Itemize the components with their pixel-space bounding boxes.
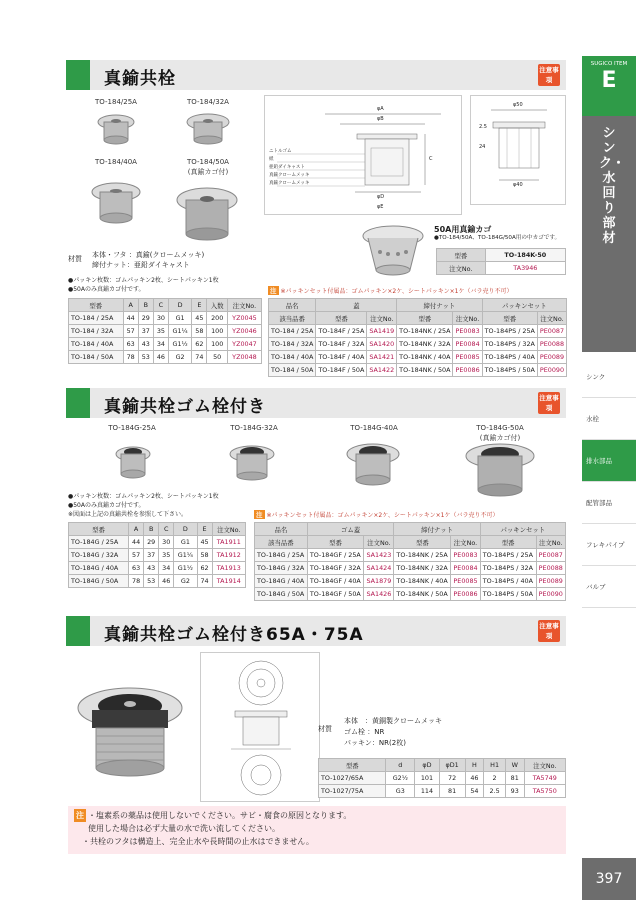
part-cell: TO-184GF / 50A bbox=[307, 588, 364, 601]
spec-cell: 200 bbox=[207, 312, 227, 325]
spec-table-2 bbox=[68, 522, 246, 588]
part-cell: TO-184PS / 50A bbox=[480, 588, 536, 601]
column-header: 入数 bbox=[207, 299, 227, 312]
spec-cell: 62 bbox=[197, 562, 212, 575]
column-header: C bbox=[159, 523, 174, 536]
order-no-link[interactable]: PE0083 bbox=[451, 549, 480, 562]
drain-plug-image bbox=[180, 110, 236, 150]
spec-table-1 bbox=[68, 298, 262, 364]
order-no-link[interactable]: YZ0046 bbox=[227, 325, 261, 338]
caution-line: 使用した場合は必ず大量の水で洗い流してください。 bbox=[88, 824, 280, 833]
model-cell: TO-184G / 25A bbox=[255, 549, 308, 562]
sidebar-item-sink[interactable]: シンク bbox=[582, 356, 636, 398]
order-no-link[interactable]: PE0084 bbox=[453, 338, 482, 351]
spec-cell: 35 bbox=[159, 549, 174, 562]
product-label: TO-184/40A bbox=[95, 158, 137, 166]
column-header: 注文No. bbox=[453, 312, 482, 325]
spec-cell: 74 bbox=[192, 351, 207, 364]
order-no-link[interactable]: TA1913 bbox=[212, 562, 245, 575]
spec-cell: G1¼ bbox=[174, 549, 197, 562]
part-cell: TO-184NK / 32A bbox=[397, 338, 453, 351]
part-cell: TO-184NK / 50A bbox=[394, 588, 451, 601]
group-header: 品名 bbox=[269, 299, 316, 312]
part-cell: TO-184F / 32A bbox=[316, 338, 367, 351]
table-row bbox=[255, 588, 566, 601]
column-header: D bbox=[168, 299, 191, 312]
order-no-link[interactable]: SA1426 bbox=[364, 588, 394, 601]
part-cell: TO-184NK / 40A bbox=[397, 351, 453, 364]
material-line: パッキン：NR(2枚) bbox=[344, 739, 406, 747]
column-header: 型番 bbox=[69, 299, 124, 312]
spec-cell: G2 bbox=[168, 351, 191, 364]
table-row bbox=[269, 325, 567, 338]
part-cell: TO-184PS / 25A bbox=[482, 325, 537, 338]
spec-cell: 46 bbox=[153, 351, 168, 364]
group-header: 品名 bbox=[255, 523, 308, 536]
part-cell: TO-184GF / 40A bbox=[307, 575, 364, 588]
material-label: 材質 bbox=[68, 255, 82, 263]
spec-cell: 50 bbox=[207, 351, 227, 364]
column-header: B bbox=[138, 299, 153, 312]
section3-header bbox=[66, 616, 566, 646]
order-no-link[interactable]: TA3946 bbox=[485, 262, 565, 275]
order-no-link[interactable]: PE0090 bbox=[537, 364, 566, 377]
model-cell: TO-184 / 32A bbox=[269, 338, 316, 351]
technical-drawing-3 bbox=[200, 652, 320, 802]
model-cell: TO-184 / 32A bbox=[69, 325, 124, 338]
section2-header bbox=[66, 388, 566, 418]
notes bbox=[68, 492, 219, 519]
packing-note bbox=[254, 510, 499, 519]
spec-cell: 34 bbox=[159, 562, 174, 575]
column-header: 型番 bbox=[307, 536, 364, 549]
order-no-link[interactable]: SA1422 bbox=[367, 364, 397, 377]
note-line: ●パッキン枚数：ゴムパッキン2枚、シートパッキン1枚 bbox=[68, 493, 219, 500]
spec-cell: 29 bbox=[144, 536, 159, 549]
column-header: 注文No. bbox=[212, 523, 245, 536]
table-row bbox=[319, 785, 566, 798]
spec-cell: 63 bbox=[129, 562, 144, 575]
column-header: 該当品番 bbox=[269, 312, 316, 325]
order-no-link[interactable]: PE0088 bbox=[536, 562, 566, 575]
order-no-link[interactable]: PE0088 bbox=[537, 338, 566, 351]
spec-cell: G1¼ bbox=[168, 325, 191, 338]
spec-cell: G3 bbox=[386, 785, 415, 798]
order-no-link[interactable]: PE0087 bbox=[537, 325, 566, 338]
part-label: 真鍮クロームメッキ bbox=[269, 173, 310, 178]
spec-cell: G2½ bbox=[386, 772, 415, 785]
model-cell: TO-184 / 50A bbox=[269, 364, 316, 377]
column-header: 注文No. bbox=[367, 312, 397, 325]
order-no-link[interactable]: PE0083 bbox=[453, 325, 482, 338]
spec-cell: 62 bbox=[192, 338, 207, 351]
material-line: ゴム栓 ：NR bbox=[344, 728, 385, 736]
spec-cell: 57 bbox=[123, 325, 138, 338]
order-no-link[interactable]: YZ0045 bbox=[227, 312, 261, 325]
part-cell: TO-184NK / 32A bbox=[394, 562, 451, 575]
model-cell: TO-184G / 40A bbox=[69, 562, 129, 575]
column-header: 注文No. bbox=[537, 312, 566, 325]
spec-cell: 93 bbox=[505, 785, 524, 798]
spec-cell: 100 bbox=[207, 338, 227, 351]
sidebar-item-piping-parts[interactable]: 配管部品 bbox=[582, 482, 636, 524]
header-cell: 型番 bbox=[437, 249, 486, 262]
order-no-link[interactable]: YZ0048 bbox=[227, 351, 261, 364]
part-cell: TO-184NK / 25A bbox=[397, 325, 453, 338]
column-header: B bbox=[144, 523, 159, 536]
spec-cell: 81 bbox=[439, 785, 465, 798]
order-no-link[interactable]: PE0085 bbox=[451, 575, 480, 588]
column-header: H1 bbox=[484, 759, 506, 772]
product-label: TO-184G-25A bbox=[108, 424, 156, 432]
column-header: 型番 bbox=[397, 312, 453, 325]
table-row bbox=[255, 562, 566, 575]
column-header: E bbox=[192, 299, 207, 312]
dim-label: φ40 bbox=[513, 182, 523, 188]
column-header: 型番 bbox=[480, 536, 536, 549]
column-header: 型番 bbox=[482, 312, 537, 325]
spec-cell: 37 bbox=[144, 549, 159, 562]
group-header: 締付ナット bbox=[397, 299, 482, 312]
section1-header bbox=[66, 60, 566, 90]
spec-cell: 53 bbox=[144, 575, 159, 588]
order-no-link[interactable]: PE0089 bbox=[537, 351, 566, 364]
part-cell: TO-184F / 25A bbox=[316, 325, 367, 338]
material-label: 材質 bbox=[318, 725, 332, 733]
group-header: ゴム蓋 bbox=[307, 523, 394, 536]
spec-cell: G1½ bbox=[168, 338, 191, 351]
order-no-link[interactable]: YZ0047 bbox=[227, 338, 261, 351]
rubber-plug-image bbox=[340, 438, 406, 494]
product-label: TO-184G-32A bbox=[230, 424, 278, 432]
section1-title: 真鍮共栓 bbox=[104, 69, 176, 89]
material-line: 本体 ：黄銅製クロームメッキ bbox=[344, 717, 442, 725]
dim-label: 24 bbox=[479, 144, 486, 150]
note-tag: 注 bbox=[256, 511, 263, 519]
product-label: (真鍮カゴ付) bbox=[479, 434, 521, 442]
order-no-link[interactable]: TA1912 bbox=[212, 549, 245, 562]
part-cell: TO-184PS / 40A bbox=[482, 351, 537, 364]
sidebar-item-drain-parts[interactable]: 排水部品 bbox=[582, 440, 636, 482]
basket-image bbox=[358, 222, 428, 278]
spec-cell: 44 bbox=[123, 312, 138, 325]
spec-cell: 35 bbox=[153, 325, 168, 338]
column-header: 型番 bbox=[319, 759, 386, 772]
spec-cell: 72 bbox=[439, 772, 465, 785]
attention-badge-3[interactable]: 注意事項 bbox=[539, 622, 559, 640]
attention-badge-1[interactable]: 注意事項 bbox=[539, 66, 559, 84]
category-letter: E bbox=[601, 68, 617, 93]
spec-table-3 bbox=[318, 758, 566, 798]
note-line: ※図面は上記の真鍮共栓を参照して下さい。 bbox=[68, 511, 188, 518]
table-row bbox=[69, 312, 262, 325]
spec-cell: 2 bbox=[484, 772, 506, 785]
spec-cell: 100 bbox=[207, 325, 227, 338]
dim-label: 2.5 bbox=[479, 124, 487, 130]
part-cell: TO-184PS / 25A bbox=[480, 549, 536, 562]
column-header: 型番 bbox=[316, 312, 367, 325]
column-header: A bbox=[129, 523, 144, 536]
part-cell: TO-184PS / 32A bbox=[482, 338, 537, 351]
column-header: 型番 bbox=[394, 536, 451, 549]
spec-cell: 78 bbox=[129, 575, 144, 588]
group-header: パッキンセット bbox=[482, 299, 566, 312]
material-block bbox=[92, 250, 204, 270]
drain-plug-image bbox=[86, 172, 146, 232]
basket-drawing bbox=[470, 95, 566, 205]
order-no-link[interactable]: TA5749 bbox=[524, 772, 565, 785]
spec-cell: 54 bbox=[465, 785, 484, 798]
dim-label: φB bbox=[377, 116, 384, 122]
note-tag: 注 bbox=[76, 811, 84, 820]
product-label: (真鍮カゴ付) bbox=[187, 168, 229, 176]
column-header: 型番 bbox=[69, 523, 129, 536]
model-cell: TO-1027/65A bbox=[319, 772, 386, 785]
rubber-plug-image bbox=[222, 440, 282, 490]
column-header: H bbox=[465, 759, 484, 772]
spec-cell: G2 bbox=[174, 575, 197, 588]
part-label: 紙 bbox=[269, 157, 274, 162]
order-no-link[interactable]: SA1424 bbox=[364, 562, 394, 575]
model-cell: TO-184G / 50A bbox=[255, 588, 308, 601]
basket-note: ●TO-184/50A、TO-184G/50A用の中カゴです。 bbox=[434, 235, 561, 241]
header-cell: 注文No. bbox=[437, 262, 486, 275]
model-cell: TO-184 / 40A bbox=[69, 338, 124, 351]
model-cell: TO-184G / 32A bbox=[69, 549, 129, 562]
parts-table-2 bbox=[254, 522, 566, 601]
order-no-link[interactable]: PE0090 bbox=[536, 588, 566, 601]
spec-cell: 46 bbox=[465, 772, 484, 785]
table-row bbox=[69, 549, 246, 562]
part-label: 亜鉛ダイキャスト bbox=[269, 165, 305, 170]
spec-cell: 63 bbox=[123, 338, 138, 351]
dim-label: φE bbox=[377, 204, 384, 210]
order-no-link[interactable]: PE0085 bbox=[453, 351, 482, 364]
section3-title: 真鍮共栓ゴム栓付き65A・75A bbox=[104, 625, 364, 645]
table-row bbox=[69, 575, 246, 588]
order-no-link[interactable]: PE0084 bbox=[451, 562, 480, 575]
spec-cell: 114 bbox=[415, 785, 439, 798]
order-no-link[interactable]: SA1879 bbox=[364, 575, 394, 588]
part-cell: TO-184GF / 25A bbox=[307, 549, 364, 562]
column-header: 注文No. bbox=[364, 536, 394, 549]
part-cell: TO-184F / 50A bbox=[316, 364, 367, 377]
column-header: d bbox=[386, 759, 415, 772]
model-cell: TO-184G / 25A bbox=[69, 536, 129, 549]
drain-plug-image bbox=[172, 178, 242, 248]
order-no-link[interactable]: SA1421 bbox=[367, 351, 397, 364]
table-row bbox=[269, 351, 567, 364]
column-header: D bbox=[174, 523, 197, 536]
spec-cell: 46 bbox=[159, 575, 174, 588]
sidebar-item-flexible-pipe[interactable]: フレキパイプ bbox=[582, 524, 636, 566]
spec-cell: 30 bbox=[159, 536, 174, 549]
dim-label: C bbox=[429, 156, 433, 162]
parts-table-1 bbox=[268, 298, 567, 377]
dim-label: φA bbox=[377, 106, 384, 112]
model-cell: TO-184 / 25A bbox=[269, 325, 316, 338]
spec-cell: 58 bbox=[197, 549, 212, 562]
model-cell: TO-1027/75A bbox=[319, 785, 386, 798]
model-cell: TO-184G / 40A bbox=[255, 575, 308, 588]
part-cell: TO-184PS / 32A bbox=[480, 562, 536, 575]
dim-label: φ50 bbox=[513, 102, 523, 108]
sidebar-item-faucet[interactable]: 水栓 bbox=[582, 398, 636, 440]
attention-badge-2[interactable]: 注意事項 bbox=[539, 394, 559, 412]
model-cell: TO-184G / 32A bbox=[255, 562, 308, 575]
order-no-link[interactable]: PE0087 bbox=[536, 549, 566, 562]
dim-label: φD bbox=[377, 194, 385, 200]
model-cell: TO-184 / 25A bbox=[69, 312, 124, 325]
column-header: E bbox=[197, 523, 212, 536]
part-cell: TO-184NK / 40A bbox=[394, 575, 451, 588]
part-cell: TO-184PS / 40A bbox=[480, 575, 536, 588]
model-cell: TO-184G / 50A bbox=[69, 575, 129, 588]
large-drain-image bbox=[70, 680, 190, 790]
right-sidebar bbox=[582, 56, 636, 900]
rubber-plug-image bbox=[108, 442, 158, 486]
spec-cell: 30 bbox=[153, 312, 168, 325]
caution-line: ・塩素系の薬品は使用しないでください。サビ・腐食の原因となります。 bbox=[88, 811, 352, 820]
packing-note bbox=[268, 286, 513, 295]
table-row bbox=[319, 772, 566, 785]
brand-label: SUGICO ITEM bbox=[590, 61, 628, 67]
material-line: 本体・フタ ：真鍮(クロームメッキ) bbox=[92, 251, 205, 259]
spec-cell: 78 bbox=[123, 351, 138, 364]
model-cell: TO-184 / 40A bbox=[269, 351, 316, 364]
cell: TO-184K-50 bbox=[485, 249, 565, 262]
part-cell: TO-184F / 40A bbox=[316, 351, 367, 364]
page-number: 397 bbox=[582, 858, 636, 900]
spec-cell: 81 bbox=[505, 772, 524, 785]
spec-cell: 2.5 bbox=[484, 785, 506, 798]
sidebar-brand bbox=[582, 56, 636, 116]
part-label: ニトルゴム bbox=[269, 149, 292, 154]
packing-note-text: ※パッキンセット付属品：ゴムパッキン×2ケ、シートパッキン×1ケ（バラ売り不可） bbox=[266, 512, 499, 519]
caution-line: ・共栓のフタは構造上、完全止水や長時間の止水はできません。 bbox=[82, 837, 314, 846]
product-label: TO-184/50A bbox=[187, 158, 229, 166]
technical-drawing bbox=[264, 95, 462, 215]
table-row bbox=[69, 325, 262, 338]
part-cell: TO-184NK / 25A bbox=[394, 549, 451, 562]
basket-table bbox=[436, 248, 566, 275]
group-header: 締付ナット bbox=[394, 523, 480, 536]
note-line: ●パッキン枚数：ゴムパッキン2枚、シートパッキン1枚 bbox=[68, 277, 219, 284]
spec-cell: 74 bbox=[197, 575, 212, 588]
spec-cell: 43 bbox=[138, 338, 153, 351]
order-no-link[interactable]: PE0086 bbox=[453, 364, 482, 377]
order-no-link[interactable]: TA5750 bbox=[524, 785, 565, 798]
section2-title: 真鍮共栓ゴム栓付き bbox=[104, 397, 266, 417]
table-row bbox=[255, 549, 566, 562]
order-no-link[interactable]: PE0089 bbox=[536, 575, 566, 588]
spec-cell: 37 bbox=[138, 325, 153, 338]
spec-cell: 29 bbox=[138, 312, 153, 325]
spec-cell: 53 bbox=[138, 351, 153, 364]
table-row bbox=[269, 338, 567, 351]
table-row bbox=[69, 562, 246, 575]
caution-note bbox=[68, 806, 566, 854]
group-header: パッキンセット bbox=[480, 523, 565, 536]
table-row bbox=[69, 351, 262, 364]
category-title: シンク・水回り部材 bbox=[599, 126, 626, 246]
note-tag: 注 bbox=[270, 287, 277, 295]
drain-plug-image bbox=[90, 110, 142, 150]
order-no-link[interactable]: SA1423 bbox=[364, 549, 394, 562]
rubber-plug-image bbox=[460, 440, 540, 504]
part-label: 真鍮クロームメッキ bbox=[269, 181, 310, 186]
column-header: φD bbox=[415, 759, 439, 772]
spec-cell: 34 bbox=[153, 338, 168, 351]
order-no-link[interactable]: SA1419 bbox=[367, 325, 397, 338]
spec-cell: 44 bbox=[129, 536, 144, 549]
material-block bbox=[344, 716, 442, 749]
table-row bbox=[269, 364, 567, 377]
column-header: 注文No. bbox=[227, 299, 261, 312]
packing-note-text: ※パッキンセット付属品：ゴムパッキン×2ケ、シートパッキン×1ケ（バラ売り不可） bbox=[280, 288, 513, 295]
column-header: C bbox=[153, 299, 168, 312]
product-label: TO-184/32A bbox=[187, 98, 229, 106]
part-cell: TO-184PS / 50A bbox=[482, 364, 537, 377]
order-no-link[interactable]: PE0086 bbox=[451, 588, 480, 601]
model-cell: TO-184 / 50A bbox=[69, 351, 124, 364]
sidebar-item-valve[interactable]: バルブ bbox=[582, 566, 636, 608]
sidebar-category bbox=[582, 116, 636, 352]
material-line: 締付ナット：亜鉛ダイキャスト bbox=[92, 261, 190, 269]
product-label: TO-184G-40A bbox=[350, 424, 398, 432]
spec-cell: G1½ bbox=[174, 562, 197, 575]
order-no-link[interactable]: SA1420 bbox=[367, 338, 397, 351]
table-row bbox=[69, 536, 246, 549]
product-label: TO-184G-50A bbox=[476, 424, 524, 432]
column-header: W bbox=[505, 759, 524, 772]
product-label: TO-184/25A bbox=[95, 98, 137, 106]
spec-cell: G1 bbox=[168, 312, 191, 325]
spec-cell: 43 bbox=[144, 562, 159, 575]
column-header: 該当品番 bbox=[255, 536, 308, 549]
part-cell: TO-184NK / 50A bbox=[397, 364, 453, 377]
column-header: 注文No. bbox=[536, 536, 566, 549]
table-row bbox=[69, 338, 262, 351]
note-line: ●50Aのみ真鍮カゴ付です。 bbox=[68, 286, 145, 293]
note-line: ●50Aのみ真鍮カゴ付です。 bbox=[68, 502, 145, 509]
column-header: 注文No. bbox=[451, 536, 480, 549]
spec-cell: 101 bbox=[415, 772, 439, 785]
spec-cell: 58 bbox=[192, 325, 207, 338]
part-cell: TO-184GF / 32A bbox=[307, 562, 364, 575]
spec-cell: G1 bbox=[174, 536, 197, 549]
spec-cell: 45 bbox=[192, 312, 207, 325]
order-no-link[interactable]: TA1911 bbox=[212, 536, 245, 549]
spec-cell: 45 bbox=[197, 536, 212, 549]
order-no-link[interactable]: TA1914 bbox=[212, 575, 245, 588]
column-header: A bbox=[123, 299, 138, 312]
table-row bbox=[255, 575, 566, 588]
column-header: 注文No. bbox=[524, 759, 565, 772]
group-header: 蓋 bbox=[316, 299, 397, 312]
spec-cell: 57 bbox=[129, 549, 144, 562]
basket-title: 50A用真鍮カゴ bbox=[434, 225, 492, 234]
notes bbox=[68, 276, 219, 294]
column-header: φD1 bbox=[439, 759, 465, 772]
